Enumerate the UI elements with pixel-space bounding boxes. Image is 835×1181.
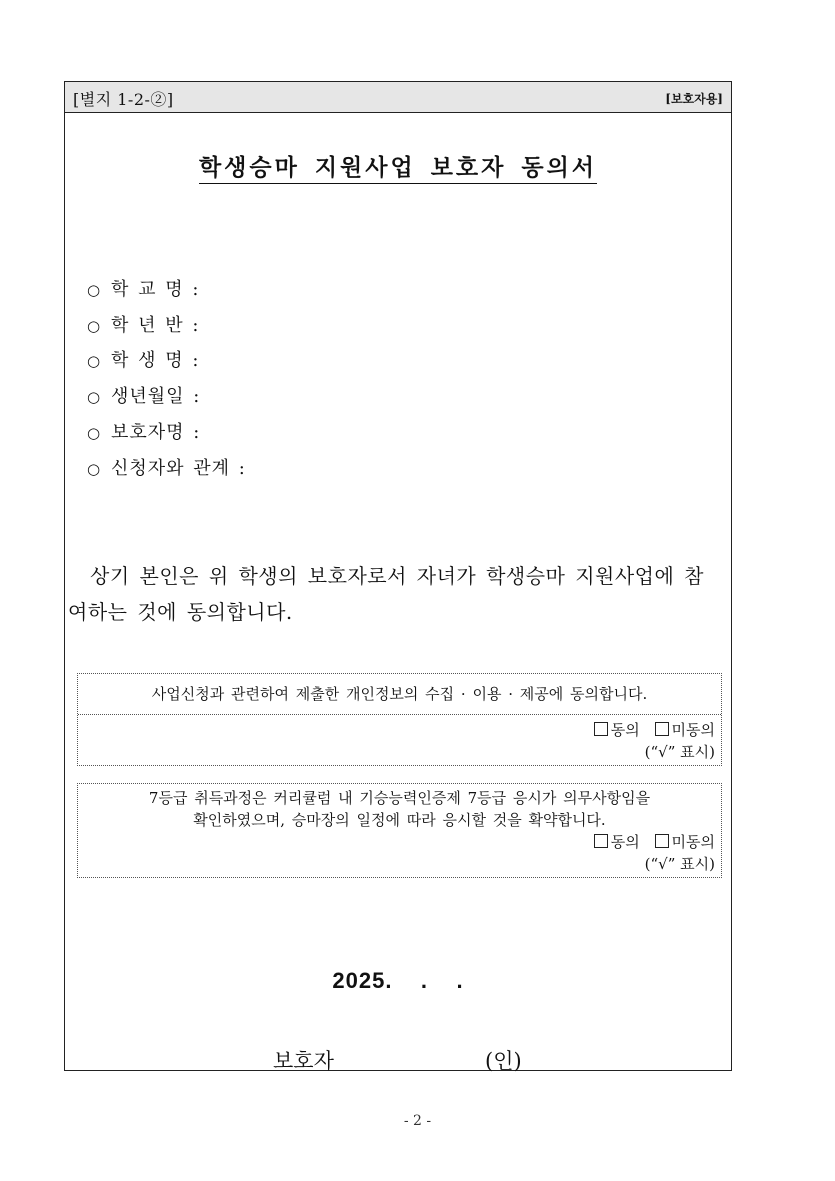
check-mark-note: (“√” 표시)	[644, 855, 715, 873]
date-line: 2025. . .	[332, 968, 464, 993]
form-frame	[64, 81, 732, 1071]
consent-text: 사업신청과 관련하여 제출한 개인정보의 수집 · 이용 · 제공에 동의합니다.	[151, 685, 648, 703]
field-label: 학 년 반 :	[111, 315, 200, 336]
consent-text-line-1: 7등급 취득과정은 커리큘럼 내 기승능력인증제 7등급 응시가 의무사항임을	[148, 789, 651, 807]
field-birthdate	[87, 382, 200, 408]
circle-bullet-icon: ○	[87, 317, 102, 335]
consent-choices	[78, 715, 721, 741]
circle-bullet-icon: ○	[87, 424, 102, 442]
field-label: 보호자명 :	[111, 422, 201, 443]
field-guardian-name	[87, 418, 200, 444]
circle-bullet-icon: ○	[87, 352, 102, 370]
field-student-name	[87, 346, 199, 372]
disagree-label: 미동의	[671, 833, 715, 851]
disagree-checkbox[interactable]	[655, 834, 669, 848]
field-grade-class	[87, 311, 199, 337]
agree-checkbox[interactable]	[594, 722, 608, 736]
privacy-consent-box	[77, 673, 722, 766]
audience-label: [보호자용]	[665, 92, 723, 106]
field-relationship	[87, 454, 246, 480]
consent-text-line-2: 확인하였으며, 승마장의 일정에 따라 응시할 것을 확약합니다.	[193, 811, 606, 829]
agree-label: 동의	[610, 833, 640, 851]
consent-statement: 상기 본인은 위 학생의 보호자로서 자녀가 학생승마 지원사업에 참여하는 것에 동의합니다.	[68, 564, 704, 624]
seal-label: (인)	[485, 1049, 522, 1073]
guardian-label: 보호자	[273, 1049, 334, 1073]
field-label: 학 교 명 :	[111, 279, 200, 300]
disagree-checkbox[interactable]	[655, 722, 669, 736]
field-label: 신청자와 관계 :	[111, 458, 246, 479]
agree-label: 동의	[610, 721, 640, 739]
form-title: 학생승마 지원사업 보호자 동의서	[199, 154, 597, 184]
field-label: 학 생 명 :	[111, 350, 200, 371]
field-label: 생년월일 :	[111, 386, 201, 407]
field-school-name	[87, 275, 199, 301]
form-header	[65, 82, 731, 113]
certification-consent-box	[77, 783, 722, 878]
agree-checkbox[interactable]	[594, 834, 608, 848]
circle-bullet-icon: ○	[87, 388, 102, 406]
circle-bullet-icon: ○	[87, 460, 102, 478]
consent-choices	[78, 831, 721, 853]
form-number: [별지 1-2-②]	[73, 90, 174, 109]
page-number: - 2 -	[403, 1113, 432, 1129]
check-mark-note: (“√” 표시)	[644, 743, 715, 761]
form-title-wrap	[65, 149, 731, 182]
circle-bullet-icon: ○	[87, 281, 102, 299]
disagree-label: 미동의	[671, 721, 715, 739]
